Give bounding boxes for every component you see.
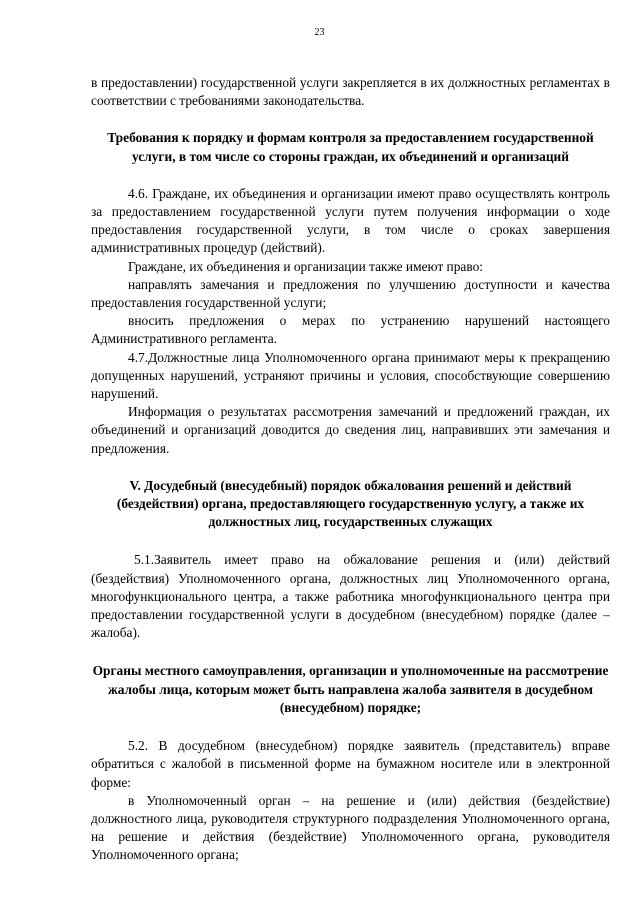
paragraph-5-2: 5.2. В досудебном (внесудебном) порядке заявитель (представитель) вправе обратиться с жалобой в письменной форме на бумажном носителе или в электронной форме: <box>91 738 610 790</box>
paragraph-rights-remarks: направлять замечания и предложения по улучшению доступности и качества предоставления государственной услуги; <box>91 276 610 311</box>
page-number: 23 <box>314 27 325 38</box>
paragraph-4-7: 4.7.Должностные лица Уполномоченного органа принимают меры к прекращению допущенных нарушений, устраняют причины и условия, способствующие совершению нарушений. <box>91 349 610 402</box>
paragraph-rights-proposals: вносить предложения о мерах по устранению нарушений настоящего Административного регламента. <box>91 313 610 347</box>
paragraph-continuation: в предоставлении) государственной услуги закрепляется в их должностных регламентах в соответствии с требованиями законодательства. <box>91 75 610 109</box>
page-content <box>91 74 610 865</box>
section-heading-control: Требования к порядку и формам контроля за предоставлением государственной услуги, в том числе со стороны граждан, их объединений и организаций <box>107 130 594 164</box>
section-heading-v: V. Досудебный (внесудебный) порядок обжалования решений и действий (бездействия) органа, предоставляющего государственную услугу, а также их должностных лиц, государственных служащих <box>116 477 585 530</box>
paragraph-4-6: 4.6. Граждане, их объединения и организации имеют право осуществлять контроль за предоставлением государственной услуги путем получения информации о ходе предоставления государственной услуги, в том числе о сроках завершения административных процедур (действий). <box>91 185 610 256</box>
paragraph-results-info: Информация о результатах рассмотрения замечаний и предложений граждан, их объединений и организаций доводится до сведения лиц, направивших эти замечания и предложения. <box>91 404 610 456</box>
section-heading-complaint-bodies: Органы местного самоуправления, организации и уполномоченные на рассмотрение жалобы лица, которым может быть направлена жалоба заявителя в досудебном (внесудебном) порядке; <box>92 663 609 715</box>
paragraph-rights-intro: Граждане, их объединения и организации также имеют право: <box>128 258 483 274</box>
paragraph-authorized-body: в Уполномоченный орган – на решение и (или) действия (бездействие) должностного лица, руководителя структурного подразделения Уполномоченного органа, на решение и действия (бездействие) Уполномоченного органа, руководителя Уполномоченного органа; <box>91 792 610 863</box>
paragraph-5-1: 5.1.Заявитель имеет право на обжалование решения и (или) действий (бездействия) Уполномоченного органа, должностных лиц Уполномоченного органа, многофункционального центра, а также работника многофункционального центра при предоставлении государственной услуги в досудебном (внесудебном) порядке (далее – жалоба). <box>91 552 610 641</box>
